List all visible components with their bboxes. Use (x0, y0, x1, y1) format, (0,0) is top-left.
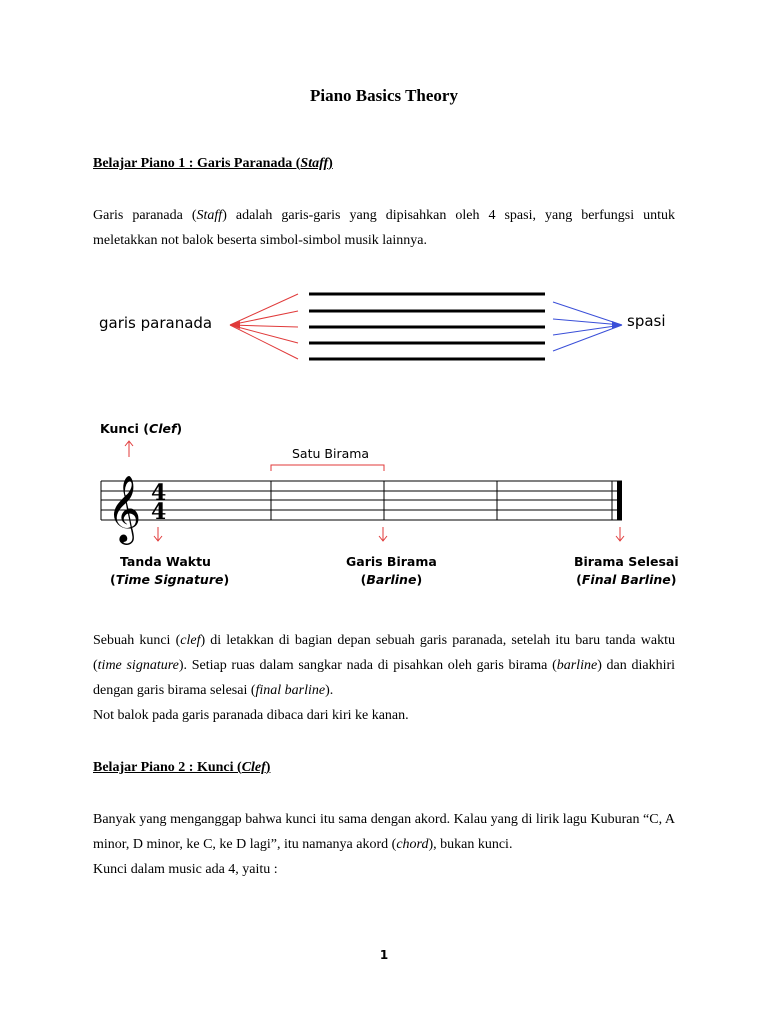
page-number: 1 (379, 948, 389, 962)
up-arrow-head (125, 441, 133, 446)
label-subtitle: (Final Barline) (576, 572, 677, 587)
label-title: Birama Selesai (574, 554, 679, 569)
arrow-line (553, 302, 622, 325)
arrow-line (230, 294, 298, 325)
arrow-head (230, 321, 240, 329)
down-arrow-head (616, 536, 624, 541)
clef-paragraph: Banyak yang menganggap bahwa kunci itu sama dengan akord. Kalau yang di lirik lagu Kuburan “C, A minor, D minor, ke C, ke D lagi”, itu namanya akord (chord), bukan kunci. Kunci dalam music ada 4, yaitu : (93, 807, 675, 882)
arrow-line (230, 325, 298, 359)
clef-label (100, 421, 182, 436)
final-barline-thick (617, 481, 622, 520)
label-title: Garis Birama (346, 554, 437, 569)
time-signature-bottom: 4 (151, 499, 167, 525)
down-arrow-head (154, 536, 162, 541)
label-subtitle: (Barline) (360, 572, 423, 587)
heading-text: ) (328, 156, 333, 171)
measure-bracket (271, 465, 384, 471)
section-heading-1 (93, 156, 333, 172)
heading-text: Belajar Piano 2 : Kunci ( (93, 760, 242, 775)
arrow-line (553, 319, 622, 325)
label-subtitle: (Time Signature) (110, 572, 230, 587)
paragraph-emphasis: Staff (196, 208, 223, 223)
paragraph-text: Garis paranada ( (93, 208, 197, 223)
staff-explanation-paragraph: Sebuah kunci (clef) di letakkan di bagian depan sebuah garis paranada, setelah itu baru tanda waktu (time signature). Setiap ruas dalam sangkar nada di pisahkan oleh garis birama (barline) dan diakhiri dengan garis birama selesai (final barline). Not balok pada garis paranada dibaca dari kiri ke kanan. (93, 628, 675, 728)
label-title: Tanda Waktu (120, 554, 211, 569)
paragraph-line: Kunci dalam music ada 4, yaitu : (93, 862, 278, 877)
staff-definition-paragraph (93, 203, 675, 253)
arrow-line (230, 325, 298, 343)
final-barline-label (574, 554, 679, 587)
arrow-line (230, 325, 298, 327)
arrow-line (553, 325, 622, 351)
spasi-label: spasi (627, 312, 666, 330)
arrow-head (612, 321, 622, 329)
arrow-line (553, 325, 622, 335)
page-title: Piano Basics Theory (310, 86, 458, 105)
treble-clef-icon: 𝄞 (107, 474, 142, 542)
paragraph-text: ) adalah garis-garis yang dipisahkan oleh 4 spasi, yang berfungsi untuk meletakkan not balok beserta simbol-simbol musik lainnya. (93, 208, 675, 248)
time-signature-top: 4 (151, 480, 167, 506)
heading-emphasis: Clef (241, 760, 266, 775)
time-signature-label (110, 554, 230, 587)
heading-text: Belajar Piano 1 : Garis Paranada ( (93, 156, 301, 171)
paragraph-line: Not balok pada garis paranada dibaca dari kiri ke kanan. (93, 708, 409, 723)
garis-paranada-label: garis paranada (99, 314, 213, 332)
satu-birama-label: Satu Birama (292, 446, 370, 461)
label-text: Kunci ( (100, 421, 150, 436)
section-heading-2 (93, 760, 270, 776)
barline-label (346, 554, 437, 587)
arrow-line (230, 311, 298, 325)
down-arrow-head (379, 536, 387, 541)
heading-text: ) (265, 760, 271, 775)
heading-emphasis: Staff (300, 156, 329, 171)
label-text: ) (176, 421, 183, 436)
label-emphasis: Clef (149, 421, 177, 436)
